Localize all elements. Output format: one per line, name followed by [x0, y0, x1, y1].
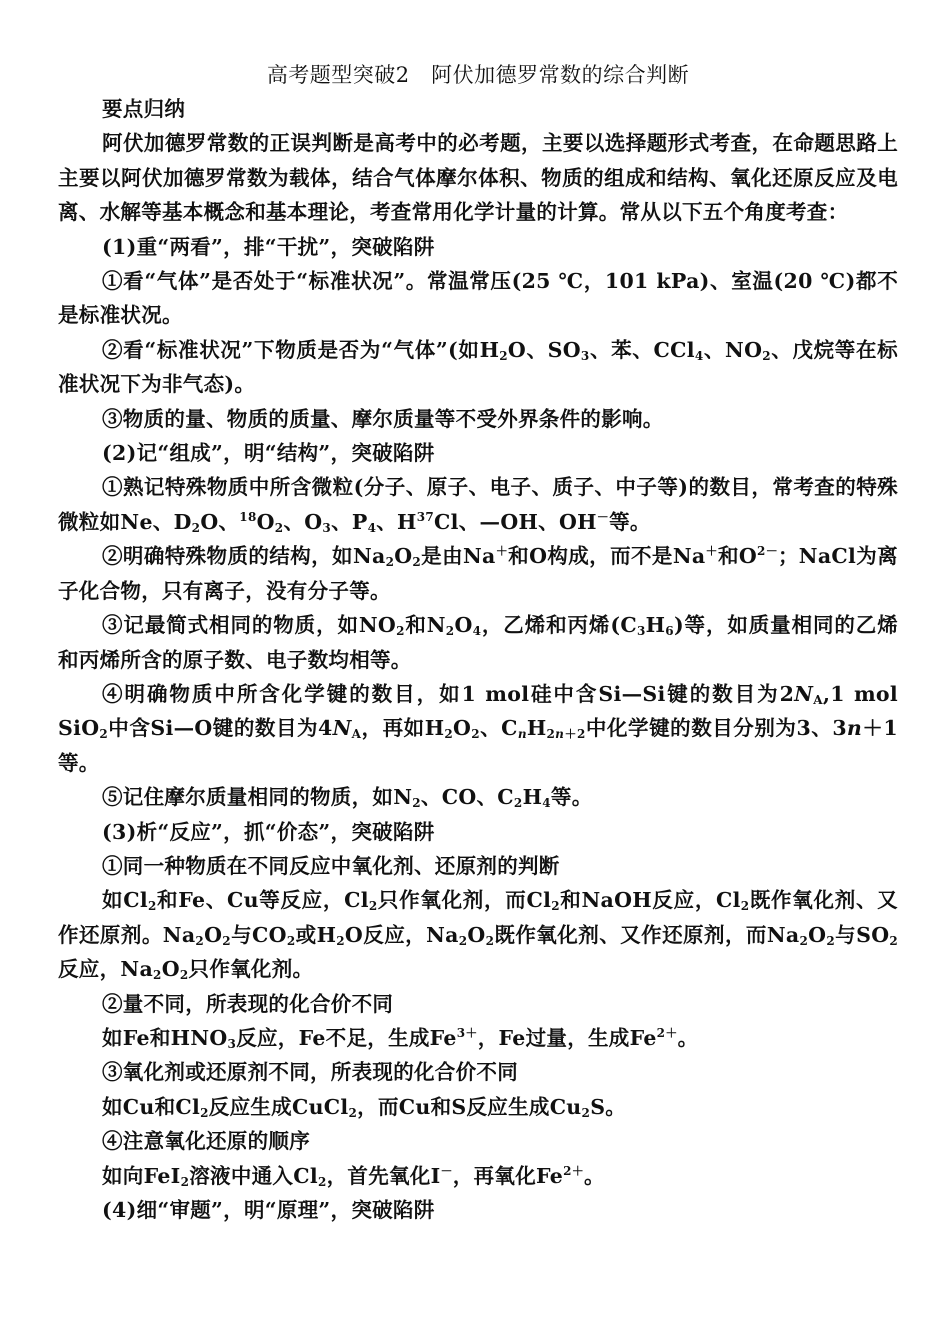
paragraph-p22: (4)细“审题”，明“原理”，突破陷阱	[102, 1198, 435, 1222]
paragraph-p15: 如$Cl_2$和Fe、Cu等反应，$Cl_2$只作氧化剂，而$Cl_2$和NaOH反应，$Cl_2$既作氧化剂、又作还原剂。$Na_2O_2$与$CO_2$或$H_2O$反应，$Na_2O_2$既作氧化剂、又作还原剂，而$Na_2O_2$与$SO_2$反应，$Na_2O_2$只作氧化剂。	[58, 888, 899, 983]
page-title: 高考题型突破2 阿伏加德罗常数的综合判断	[266, 63, 690, 87]
paragraph-p14: ①同一种物质在不同反应中氧化剂、还原剂的判断	[102, 853, 560, 878]
paragraph-p13: (3)析“反应”，抓“价态”，突破陷阱	[102, 819, 435, 844]
paragraph-p02: 阿伏加德罗常数的正误判断是高考中的必考题，主要以选择题形式考查，在命题思路上主要以阿伏加德罗常数为载体，结合气体摩尔体积、物质的组成和结构、氧化还原反应及电离、水解等基本概念和基本理论，考查常用化学计量的计算。常从以下五个角度考查：	[58, 131, 898, 225]
paragraph-p10: ③记最简式相同的物质，如$NO_2$和$N_2O_4$，乙烯和丙烯$(C_3H_6)$等，如质量相同的乙烯和丙烯所含的原子数、电子数均相等。	[58, 613, 899, 672]
paragraph-p20: ④注意氧化还原的顺序	[102, 1129, 310, 1154]
paragraph-p19: 如Cu和$Cl_2$反应生成CuCl$_2$，而Cu和S反应生成$Cu_2S$。	[102, 1094, 627, 1120]
paragraph-p06: ③物质的量、物质的质量、摩尔质量等不受外界条件的影响。	[102, 406, 664, 431]
paragraph-p07: (2)记“组成”，明“结构”，突破陷阱	[102, 441, 435, 466]
paragraph-p17: 如Fe和$HNO_3$反应，Fe不足，生成$Fe^{3+}$，Fe过量，生成$Fe^{2+}$。	[102, 1025, 699, 1051]
paragraph-p04: ①看“气体”是否处于“标准状况”。常温常压(25 ℃，101 kPa)、室温(20 ℃)都不是标准状况。	[58, 269, 898, 328]
paragraph-p08: ①熟记特殊物质中所含微粒(分子、原子、电子、质子、中子等)的数目，常考查的特殊微粒如Ne、$D_2O$、$^{18}O_2$、$O_3$、$P_4$、$H^{37}Cl$、—OH、OH－等。	[58, 475, 898, 535]
paragraph-p09: ②明确特殊物质的结构，如$Na_2O_2$是由Na＋和O构成，而不是Na＋和$O^{2-}$；NaCl为离子化合物，只有离子，没有分子等。	[58, 544, 898, 603]
paragraph-p03: (1)重“两看”，排“干扰”，突破陷阱	[102, 234, 435, 259]
paragraph-p01: 要点归纳	[102, 97, 186, 121]
paragraph-p05: ②看“标准状况”下物质是否为“气体”(如$H_2O$、$SO_3$、苯、CCl$_4$、$NO_2$、戊烷等在标准状况下为非气态)。	[58, 337, 898, 397]
paragraph-p11: ④明确物质中所含化学键的数目，如1 mol硅中含Si—Si键的数目为$2N_A,1$ mol SiO$_2$中含Si—O键的数目为$4N_A$，再如$H_2O_2$、$C_nH_{2n+2}$中化学键的数目分别为3、3n＋1等。	[58, 681, 898, 775]
paragraph-p18: ③氧化剂或还原剂不同，所表现的化合价不同	[102, 1060, 518, 1085]
document-body	[58, 92, 898, 1227]
document-page	[58, 58, 898, 1227]
paragraph-p12: ⑤记住摩尔质量相同的物质，如$N_2$、CO、$C_2H_4$等。	[102, 785, 593, 811]
paragraph-p21: 如向FeI$_2$溶液中通入$Cl_2$，首先氧化I－，再氧化$Fe^{2+}$。	[102, 1163, 605, 1189]
paragraph-p16: ②量不同，所表现的化合价不同	[102, 991, 394, 1016]
